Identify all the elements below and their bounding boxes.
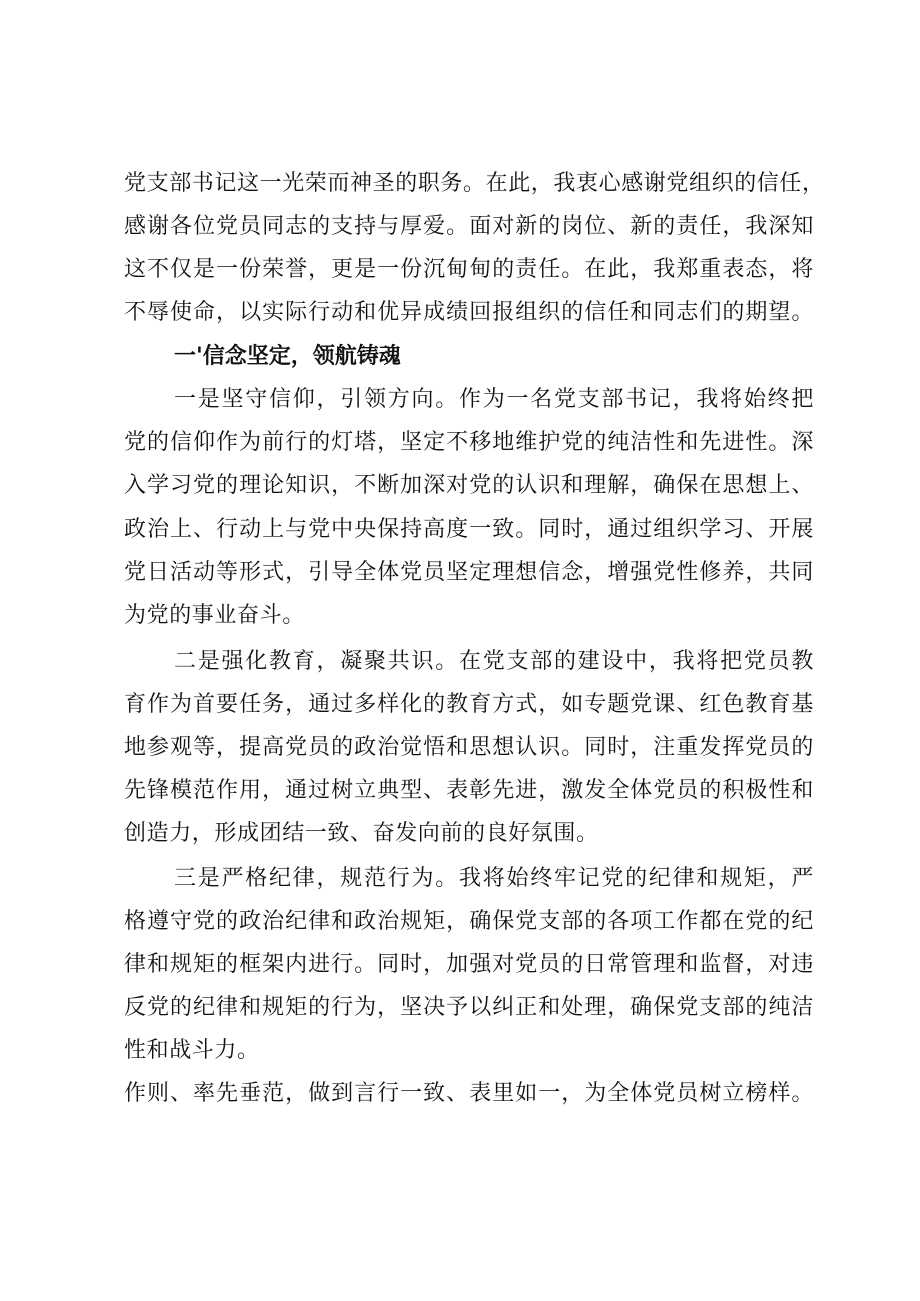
para2-line-5: 创造力，形成团结一致、奋发向前的良好氛围。: [124, 821, 599, 846]
para2-line-3: 地参观等，提高党员的政治觉悟和思想认识。同时，注重发挥党员的: [124, 735, 814, 760]
para3-line-3: 律和规矩的框架内进行。同时，加强对党员的日常管理和监督，对违: [124, 952, 814, 977]
para1-line-1: 一是坚守信仰，引领方向。作为一名党支部书记，我将始终把: [174, 387, 814, 412]
trailing-line: 作则、率先垂范，做到言行一致、表里如一，为全体党员树立榜样。: [124, 1081, 814, 1106]
para3-line-4: 反党的纪律和规矩的行为，坚决予以纠正和处理，确保党支部的纯洁: [124, 995, 814, 1020]
intro-line-3: 这不仅是一份荣誉，更是一份沉甸甸的责任。在此，我郑重表态，将: [124, 257, 814, 282]
para3-line-2: 格遵守党的政治纪律和政治规矩，确保党支部的各项工作都在党的纪: [124, 909, 814, 934]
para1-line-6: 为党的事业奋斗。: [124, 603, 305, 628]
para3-line-1: 三是严格纪律，规范行为。我将始终牢记党的纪律和规矩，严: [174, 866, 814, 891]
intro-line-2: 感谢各位党员同志的支持与厚爱。面对新的岗位、新的责任，我深知: [124, 214, 814, 239]
para2-line-2: 育作为首要任务，通过多样化的教育方式，如专题党课、红色教育基: [124, 692, 814, 717]
para1-line-5: 党日活动等形式，引导全体党员坚定理想信念，增强党性修养，共同: [124, 560, 814, 585]
para1-line-2: 党的信仰作为前行的灯塔，坚定不移地维护党的纯洁性和先进性。深: [124, 430, 814, 455]
para1-line-4: 政治上、行动上与党中央保持高度一致。同时，通过组织学习、开展: [124, 517, 814, 542]
para3-line-5: 性和战斗力。: [124, 1038, 260, 1063]
intro-line-1: 党支部书记这一光荣而神圣的职务。在此，我衷心感谢党组织的信任，: [124, 171, 825, 196]
para2-line-1: 二是强化教育，凝聚共识。在党支部的建设中，我将把党员教: [174, 649, 814, 674]
para1-line-3: 入学习党的理论知识，不断加深对党的认识和理解，确保在思想上、: [124, 473, 814, 498]
section-heading: 一'信念坚定，领航铸魂: [174, 344, 401, 369]
intro-line-4: 不辱使命，以实际行动和优异成绩回报组织的信任和同志们的期望。: [124, 300, 814, 325]
para2-line-4: 先锋模范作用，通过树立典型、表彰先进，激发全体党员的积极性和: [124, 778, 814, 803]
